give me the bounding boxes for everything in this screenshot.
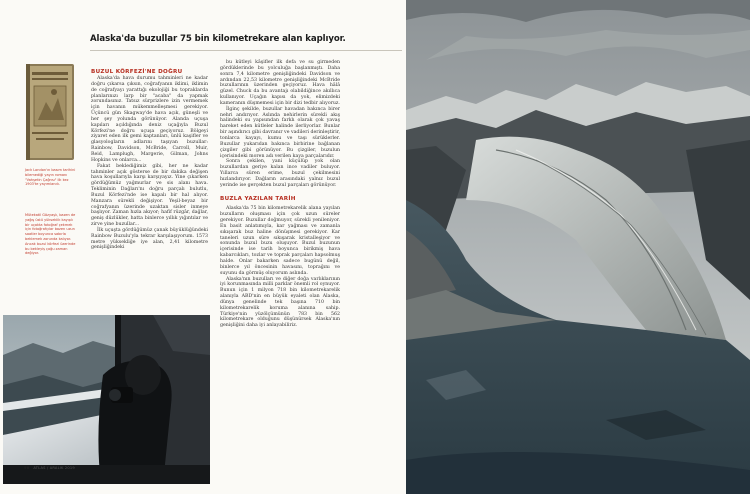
- paragraph: Alaska'nın buzulları ve diğer doğa varlıklarının iyi korunmasında milli parklar önemli rol oynuyor. Bunun için 1 milyon 718 bin kilometrekarelik alanıyla ABD'nin en büyük eyaleti olan Alaska, dünya genelinde tek başına 710 bin kilometrekarelik koruma alanına sahip. Türkiye'nin yüzölçümünün 783 bin 562 kilometrekare olduğunu düşünürsek Alaska'nın genişliğini daha iyi anlayabiliriz.: [220, 276, 340, 329]
- paragraph: Alaska'da hava durumu tahminleri ne kadar doğru çıkarsa çıksın, coğrafyanın iklimi, iklimin de coğrafyayı yarattığı ekolojiği bu topraklarda planlarınızı larp bir "acaba" da yapmak zorundasınız. Tatsız sürprizlere izin vermemek için havanın mükemmelleşmesi gerekiyor. Üçüncü gün Skagway'de hava açık, güneşli ve her şey yolunda görünüyor. Alanda uçuşa kapıları açıldığında deniz uçağıyla Buzul Körfezi'ne doğru uçuşa geçiyoruz. Bölgeyi ziyaret eden ilk gemi kaptanları, ünlü kaşifler ve glasyologların adlarını taşıyan buzullar: Rainbow, Davidson, McBride, Carroll, Muir, Reid, Lamplugh, Margerie, Gilman, Johns Hopkins ve onlarca...: [91, 76, 208, 163]
- right-page: [406, 0, 750, 494]
- article-column-1: [91, 76, 208, 251]
- book-cover-image: [24, 62, 76, 162]
- section2-title: BUZLA YAZILAN TARİH: [220, 195, 296, 202]
- glacier-photo: [406, 0, 750, 494]
- paragraph: Sonra çekilen, yani küçülüp yok olan buzullardan geriye kalan ince vadiler buluyor. Yıllarca süren erime, buzul çekilmesini hızlandırıyor. Dağların arasındaki yalnız buzul yerinde ise gerçekten buzul parçaları görünüyor.: [220, 159, 340, 188]
- paragraph: İlk uçuşta gördüğümüz çanak büyüklüğündeki Rainbow Buzulu'yla tekrar karşılaşıyorum. 1573 metre yüksekliğe iye alan, 2,41 kilometre genişliğindeki: [91, 227, 208, 251]
- book-caption: Jack London'ın basım tarihini bilemediği yayın romanı "Vahşetin Çağrısı" ilk kez 1903'te yayımlandı.: [25, 168, 76, 187]
- page-number: 98: [24, 466, 30, 470]
- article-headline: Alaska'da buzullar 75 bin kilometrekare alan kaplıyor.: [90, 34, 346, 44]
- paragraph: Fakat beklediğimiz gibi, her ne kadar tahminler açık gösterse de bir dakika değişen hava koşullarıyla karşı karşıyayız. Yine çıkarken gördüğümüz yağmurlar ve sis alanı hava. Tekliminin Dağları'nı doğru parçalı bulutlu, Buzul Körfezi'nde ise kapalı bir hal alıyor. Manzara sürekli değişiyor. Yeşil-beyaz bir coğrafyanın üzerinde uzaktan sisler inmeye başlıyor. Zaman hızla akıyor; hafif rüzgâr, dağlar, geniş düzlükler, hatta binlerce yıllık yığıntılar ve zirve yine buzullar...: [91, 163, 208, 228]
- section1-title: BUZUL KÖRFEZİ'NE DOĞRU: [91, 69, 183, 75]
- cockpit-photo: [3, 315, 210, 484]
- paragraph: İlginç şekilde, buzullar havadan bakınca birer nehri andırıyor. Aslında nehirlerin sürekli akış halindeki su yapısından farklı olarak çok yavaş hareket eden kütleler halinde ilerliyorlar. Bunlar bir aşındırıcı gibi davranır ve vadileri derinleştirir, tonlarca kayayı, kumu ve taşı sürüklerler. Buzullar yukarıdan bakınca birbirine bağlanan çizgiler gibi görünüyor. Bu çizgiler, buzulun içerisindeki moren adı verilen kaya parçalarıdır.: [220, 106, 340, 159]
- paragraph: Alaska'da 75 bin kilometrekarelik alana yayılan buzulların oluşması için çok uzun süreler gerekiyor. Buzullar doğmuyor, sürekli yenileniyor. En basit anlatımıyla, kar yağması ve zamanla sıkışarak buz haline dönüşmesi gerekiyor. Kar taneleri uzun süre sıkışarak kristalleşiyor ve sonunda buzul buzu oluşuyor. Buzul buzunun içerisinde ise tarih boyunca birikmiş hava kabarcıkları, tozlar ve toprak parçaları hapsolmuş halde. Onlar bakarken sadece bugünü değil, binlerce yıl öncesinin havasını, toprağını ve suyunu da görmüş oluyorum aslında.: [220, 206, 340, 276]
- paragraph: bu kütleyi kâşifler ilk defa ve su girmeden gördüklerinde bu yolculuğa başlanmıştı. Daha sonra 7,4 kilometre genişliğindeki Davidson ve ardından 22,53 kilometre genişliğindeki McBride buzullarının üzerinden geçiyoruz. Hava hâlâ güzel. Chuck da bu avantajı olabildiğince akıllıca kullanıyor. Uçağın kapısı da yok, elimizdeki kameranın düşmemesi için bir dizi tedbir alıyoruz.: [220, 60, 340, 106]
- page-footer: [24, 466, 75, 470]
- issue-label: ATLAS / ARALIK 2019: [33, 466, 75, 470]
- headline-rule: [90, 50, 402, 51]
- article-column-2: [220, 60, 340, 329]
- plane-caption: Mütekatil Gözyaşlı, bazen de yağış üstü yükseklik kayıplı bir uçakta fotoğraf çekmek için fotoğrafçılar bazen uzun saatler boyunca sabırla beklemek zorunda kalıyor. Ancak buzul körfezi üzerinde bu bekleyiş çoğu zaman değiyor.: [25, 213, 76, 256]
